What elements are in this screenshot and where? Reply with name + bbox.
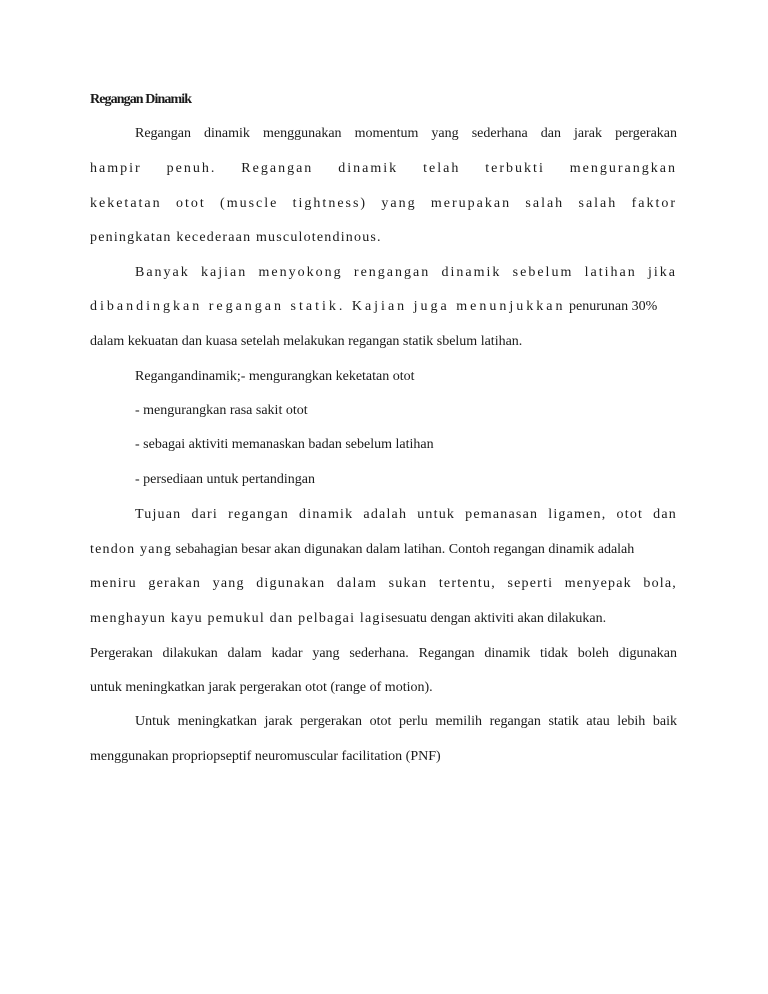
para2-line3: dalam kekuatan dan kuasa setelah melakukan regangan statik sbelum latihan. xyxy=(90,334,523,349)
para3-line4 xyxy=(90,610,677,628)
para1-line2: hampir penuh. Regangan dinamik telah terbukti mengurangkan xyxy=(90,161,677,176)
para2-line1: Banyak kajian menyokong rengangan dinamik sebelum latihan jika xyxy=(135,265,677,280)
para4-line1: Untuk meningkatkan jarak pergerakan otot perlu memilih regangan statik atau lebih baik xyxy=(135,714,677,729)
list-item: - persediaan untuk pertandingan xyxy=(135,472,315,487)
para3-line3: meniru gerakan yang digunakan dalam sukan tertentu, seperti menyepak bola, xyxy=(90,576,677,591)
para3-line4-spaced: menghayun kayu pemukul dan pelbagai lagi xyxy=(90,611,386,626)
para1-line3: keketatan otot (muscle tightness) yang merupakan salah salah faktor xyxy=(90,196,677,211)
para3-line1: Tujuan dari regangan dinamik adalah untuk pemanasan ligamen, otot dan xyxy=(135,507,677,522)
document-heading: Regangan Dinamik xyxy=(90,92,192,107)
para3-line2 xyxy=(90,541,677,559)
para2-line2 xyxy=(90,298,677,316)
list-item: - mengurangkan rasa sakit otot xyxy=(135,403,308,418)
para3-line2-normal: sebahagian besar akan digunakan dalam latihan. Contoh regangan dinamik adalah xyxy=(175,542,635,557)
para2-line2-normal: penurunan 30% xyxy=(568,299,658,314)
para4-line2: menggunakan propriopseptif neuromuscular facilitation (PNF) xyxy=(90,749,441,764)
list-item: - sebagai aktiviti memanaskan badan sebelum latihan xyxy=(135,437,434,452)
para1-line1: Regangan dinamik menggunakan momentum yang sederhana dan jarak pergerakan xyxy=(135,126,677,141)
para3-line2-spaced: tendon yang xyxy=(90,542,173,557)
para2-line2-spaced: dibandingkan regangan statik. Kajian juga menunjukkan xyxy=(90,299,566,314)
para1-line4: peningkatan kecederaan musculotendinous. xyxy=(90,230,382,245)
para3-line5: Pergerakan dilakukan dalam kadar yang sederhana. Regangan dinamik tidak boleh digunakan xyxy=(90,646,677,661)
para3-line6: untuk meningkatkan jarak pergerakan otot (range of motion). xyxy=(90,680,433,695)
list-first-item: Regangandinamik;- mengurangkan keketatan otot xyxy=(135,369,415,384)
para3-line4-normal: sesuatu dengan aktiviti akan dilakukan. xyxy=(385,611,607,626)
